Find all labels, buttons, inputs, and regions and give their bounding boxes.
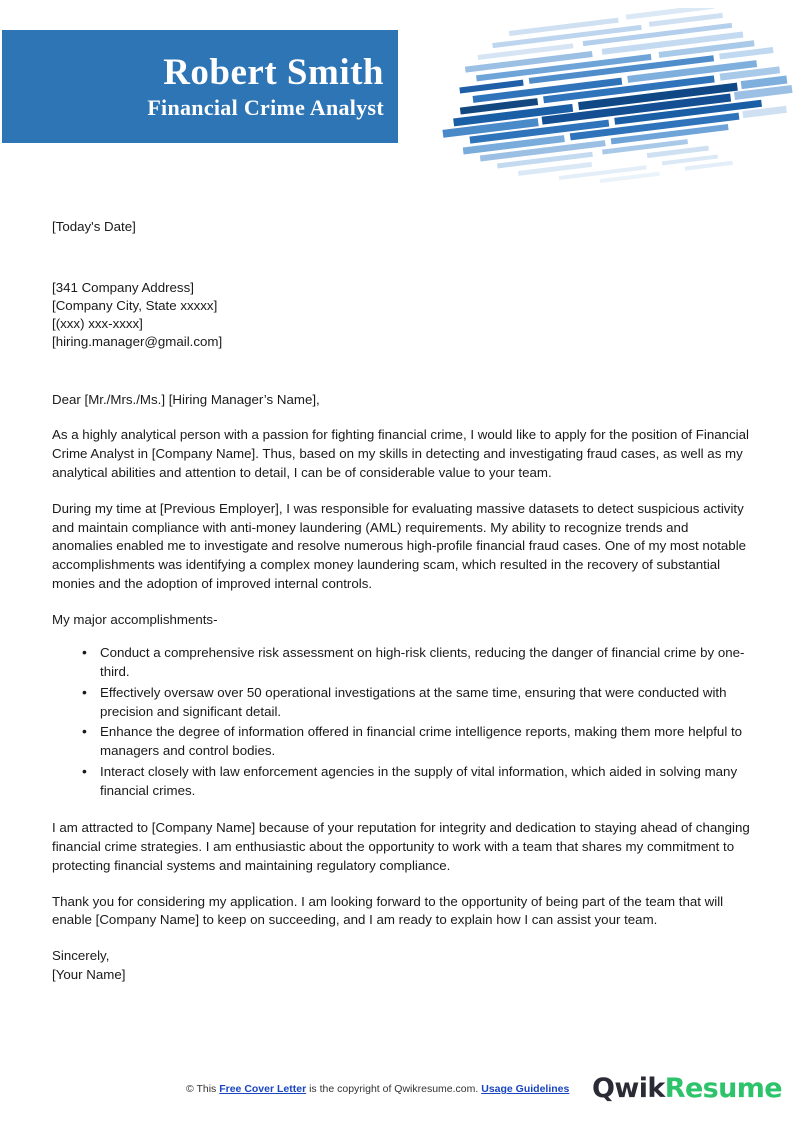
recipient-city-state-zip: [Company City, State xxxxx] — [52, 297, 218, 313]
sign-off: Sincerely, — [52, 948, 110, 964]
free-cover-letter-link[interactable]: Free Cover Letter — [219, 1083, 307, 1095]
signature-block — [52, 947, 752, 984]
recipient-address-block — [52, 279, 752, 351]
abstract-blue-strokes-icon — [440, 8, 800, 190]
letter-body — [52, 218, 752, 985]
accomplishments-heading: My major accomplishments- — [52, 612, 218, 628]
letter-header — [0, 0, 800, 200]
date-line: [Today's Date] — [52, 219, 136, 234]
recipient-phone: [(xxx) xxx-xxxx] — [52, 316, 143, 332]
recipient-email: [hiring.manager@gmail.com] — [52, 334, 223, 350]
copyright-prefix: © This — [186, 1083, 220, 1095]
brand-name-second: Resume — [664, 1073, 782, 1104]
list-item: • Interact closely with law enforcement agencies in the supply of vital information, which aided in solving many financial crimes. — [100, 763, 752, 801]
page-footer — [0, 1067, 800, 1123]
accomplishments-list — [52, 644, 752, 801]
list-item: • Conduct a comprehensive risk assessment on high-risk clients, reducing the danger of financial crime by one-third. — [100, 644, 752, 682]
brand-name-first: Qwik — [592, 1073, 665, 1104]
signature-name: [Your Name] — [52, 966, 126, 982]
usage-guidelines-link[interactable]: Usage Guidelines — [481, 1083, 570, 1095]
closing-paragraph-1: I am attracted to [Company Name] because of your reputation for integrity and dedication to staying ahead of changing financial crime strategies. I am enthusiastic about the opportunity to work with a team that shares my commitment to protecting financial systems and maintaining regulatory compliance. — [52, 819, 750, 873]
copyright-middle: is the copyright of Qwikresume.com. — [306, 1083, 482, 1095]
letter-paragraph-2: During my time at [Previous Employer], I was responsible for evaluating massive datasets to detect suspicious activity and maintain compliance with anti-money laundering (AML) requirements. My ability to recognize trends and anomalies enabled me to investigate and resolve numerous high-profile financial fraud cases. One of my most notable accomplishments was identifying a complex money laundering scam, which resulted in the recovery of substantial monies and the adoption of improved internal controls. — [52, 500, 747, 592]
name-banner — [2, 30, 398, 143]
letter-paragraph-1: As a highly analytical person with a passion for fighting financial crime, I would like to apply for the position of Financial Crime Analyst in [Company Name]. Thus, based on my skills in detecting and investigating fraud cases, as well as my analytical abilities and attention to detail, I can be of considerable value to your team. — [52, 427, 749, 480]
copyright-notice — [186, 1083, 569, 1095]
closing-paragraph-2: Thank you for considering my application. I am looking forward to the opportunity of being part of the team that will enable [Company Name] to keep on succeeding, and I am ready to explain how I can assist your team. — [52, 893, 724, 928]
salutation: Dear [Mr./Mrs./Ms.] [Hiring Manager’s Name], — [52, 392, 320, 408]
list-item: • Enhance the degree of information offered in financial crime intelligence reports, making them more helpful to managers and control bodies. — [100, 723, 752, 761]
applicant-name: Robert Smith — [163, 51, 384, 93]
list-item: • Effectively oversaw over 50 operational investigations at the same time, ensuring that were conducted with precision and significant detail. — [100, 684, 752, 722]
recipient-street: [341 Company Address] — [52, 279, 194, 295]
qwikresume-logo[interactable] — [592, 1073, 782, 1104]
applicant-job-title: Financial Crime Analyst — [147, 95, 384, 121]
